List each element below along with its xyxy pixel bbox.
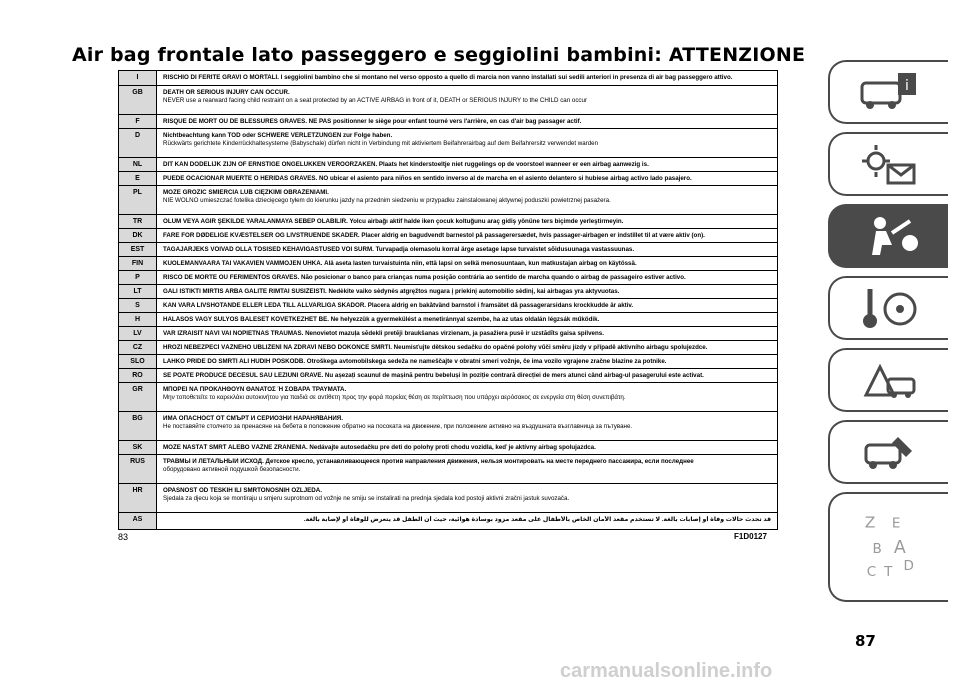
page-title: Air bag frontale lato passeggero e seggiolini bambini: ATTENZIONE [72, 44, 806, 66]
warning-headline: PUEDE OCACIONAR MUERTE O HERIDAS GRAVES. NO ubicar el asiento para niños en sentido inverso al de marcha en el asiento delantero si hubiese airbag activo lado pasajero. [163, 175, 692, 182]
warning-text [163, 415, 771, 431]
country-code: F [135, 118, 140, 125]
warning-detail: Rückwärts gerichtete Kinderrückhaltesysteme (Babyschale) dürfen nicht in Verbindung mit aktiviertem Beifahrerairbag auf dem Beifahrersitz verwendet warden [163, 140, 599, 148]
warning-row [119, 270, 777, 284]
country-code: RUS [130, 458, 145, 465]
warning-headline: RISCHIO DI FERITE GRAVI O MORTALI. I seggiolini bambino che si montano nel verso opposto a quello di marcia non vanno installati sui sedili anteriori in presenza di air bag passeggero attivo. [163, 74, 733, 81]
label-page-ref: 83 [118, 532, 129, 542]
svg-text:E: E [891, 515, 901, 532]
warning-headline: ΜΠΟΡΕΙ ΝΑ ΠΡΟΚΛΗΘΟΥΝ ΘΑΝΑΤΟΣ Ή ΣΟΒΑΡΑ ΤΡΑΥΜΑΤΑ. [163, 386, 347, 393]
svg-text:T: T [884, 564, 893, 581]
warning-label [118, 70, 778, 530]
warning-text [163, 74, 771, 82]
svg-text:B: B [872, 540, 882, 557]
warning-row [119, 128, 777, 157]
svg-text:D: D [903, 558, 914, 575]
warning-headline: Nichtbeachtung kann TOD oder SCHWERE VERLETZUNGEN zur Folge haben. [163, 132, 393, 139]
country-code: EST [130, 246, 145, 253]
warning-row [119, 114, 777, 128]
warning-headline: DEATH OR SERIOUS INJURY CAN OCCUR. [163, 89, 290, 96]
country-code: RO [132, 372, 143, 379]
warning-headline: TAGAJÄRJEKS VÕIVAD OLLA TÕSISED KEHAVIGASTUSED VÕI SURM. Turvapadja olemasolu korral ärge asetage lapse turvaistet sõidusuunaga vastassuunas. [163, 246, 635, 253]
warning-headline: SE POATE PRODUCE DECESUL SAU LEZIUNI GRAVE. Nu așezați scaunul de mașină pentru bebeluși în poziție contrară direcției de mers atunci când airbag-ul pasagerului este activat. [163, 372, 704, 379]
warning-text [163, 218, 771, 226]
country-code: PL [133, 189, 142, 196]
tab-emergency[interactable] [828, 348, 948, 412]
warning-headline: DIT KAN DODELIJK ZIJN OF ERNSTIGE ONGELUKKEN VEROORZAKEN. Plaats het kinderstoeltje niet ruggelings op de voorstoel wanneer er een airbag aanwezig is. [163, 161, 649, 168]
index-icon [859, 507, 919, 587]
warning-text [163, 118, 771, 126]
tab-car-info[interactable] [828, 60, 948, 124]
warning-text [163, 302, 771, 310]
country-code: D [134, 132, 141, 139]
warning-row [119, 228, 777, 242]
warning-row [119, 171, 777, 185]
svg-text:C: C [866, 564, 877, 581]
warning-row [119, 298, 777, 312]
key-wheel-icon [858, 285, 920, 331]
warning-row [119, 354, 777, 368]
tab-warning-lights[interactable] [828, 132, 948, 196]
country-code: HR [132, 487, 143, 494]
warning-headline: HALÁSOS VAGY SÚLYOS BALESET KÖVETKEZHET BE. Ne helyezzük a gyermekülést a menetiránnyal szembe, ha az utas oldalán légzsák működik. [163, 316, 600, 323]
warning-text [163, 132, 771, 148]
country-code: AS [132, 516, 143, 523]
tab-index[interactable] [828, 492, 948, 602]
svg-text:i: i [905, 78, 909, 94]
warning-headline: RISCO DE MORTE OU FERIMENTOS GRAVES. Não posicionar o banco para crianças numa posição contrária ao sentido de marcha quando o airbag de passageiro estiver activo. [163, 274, 686, 281]
warning-row [119, 214, 777, 228]
warning-headline: FARE FOR DØDELIGE KVÆSTELSER OG LIVSTRUENDE SKADER. Placer aldrig en bagudvendt barnestol på passagerersædet, hvis passager-airbagen er indstillet til at være aktiv (on). [163, 232, 705, 239]
country-code: P [135, 274, 140, 281]
warning-text [163, 444, 771, 452]
warning-text [163, 246, 771, 254]
warning-light-icon [858, 141, 920, 187]
airbag-passenger-icon [858, 213, 920, 259]
warning-detail: Μην τοποθετείτε το καρεκλάκι αυτοκινήτου για παιδιά σε αντίθετη προς την φορά πορείας θέση σε περίπτωση που υπάρχει αερόσακος σε ενεργεία στη θέση συνεπιβάτη. [163, 394, 626, 402]
warning-text [163, 358, 771, 366]
country-code: E [135, 175, 140, 182]
tab-safety[interactable] [828, 204, 948, 268]
warning-text [163, 232, 771, 240]
warning-row [119, 382, 777, 411]
tab-starting-driving[interactable] [828, 276, 948, 340]
warning-text [163, 274, 771, 282]
warning-headline: VAR IZRAISĪT NĀVI VAI NOPIETNAS TRAUMAS. Nenovietot mazuļa sēdekli pretēji braukšanas virzienam, ja pasažiera pusē ir uzstādīts gaisa spilvens. [163, 330, 604, 337]
warning-detail: Sjedala za djecu koja se montiraju u smjeru suprotnom od vožnje ne smiju se instalirati na prednja sjedala kod postoji aktivni zračni jastuk suvozača. [163, 495, 570, 503]
warning-detail: оборудовано активной подушкой безопасности. [163, 466, 301, 474]
hazard-car-icon [858, 357, 920, 403]
warning-headline: LAHKO PRIDE DO SMRTI ALI HUDIH POŠKODB. Otroškega avtomobilskega sedeža ne nameščajte v obratni smeri vožnje, če ima vozilo vgrajene zračne blazine za potnike. [163, 358, 667, 365]
country-code: SK [132, 444, 143, 451]
warning-text [163, 458, 771, 474]
watermark: carmanualsonline.info [560, 660, 773, 682]
warning-row [119, 85, 777, 114]
warning-headline: ÖLÜM VEYA AĞIR ŞEKİLDE YARALANMAYA SEBEP OLABİLİR. Yolcu airbağı aktif halde iken çocuk koltuğunu araç gidiş yönüne ters biçimde yerleştirmeyin. [163, 218, 624, 225]
warning-detail: NIE WOLNO umieszczać fotelika dziecięcego tyłem do kierunku jazdy na przednim siedzeniu w przypadku zainstalowanej aktywnej poduszki powietrznej pasażera. [163, 197, 611, 205]
warning-row [119, 440, 777, 454]
warning-row [119, 454, 777, 483]
svg-text:A: A [893, 537, 906, 558]
warning-headline: MÔŽE NASTAŤ SMRŤ ALEBO VÁŽNE ZRANENIA. Nedávajte autosedačku pre deti do polohy proti chodu vozidla, keď je aktívny airbag spolujazdca. [163, 444, 596, 451]
warning-detail: Не поставяйте столчето за пренасяне на бебета в положение обратно на посоката на движение, при положение активно на въздушната възглавница за пътуване. [163, 423, 633, 431]
service-car-icon [858, 429, 920, 475]
country-code: H [134, 316, 141, 323]
country-code: I [136, 74, 139, 81]
tab-servicing[interactable] [828, 420, 948, 484]
warning-headline: قد تحدث حالات وفاة أو إصابات بالغة. لا تستخدم مقعد الأمان الخاص بالأطفال على مقعد مزود بوسادة هوائية، حيث أن الطفل قد يتعرض للوفاة أو لإصابة بالغة. [303, 516, 771, 523]
warning-text [163, 316, 771, 324]
warning-headline: KUOLEMANVAARA TAI VAKAVIEN VAMMOJEN UHKA. Älä aseta lasten turvaistuinta niin, että lapsi on selkä menosuuntaan, kun matkustajan airbag on käytössä. [163, 260, 637, 267]
warning-row [119, 242, 777, 256]
figure-code: F1D0127 [734, 532, 767, 541]
warning-row [119, 368, 777, 382]
warning-row [119, 284, 777, 298]
warning-text [163, 288, 771, 296]
warning-headline: KAN VARA LIVSHOTANDE ELLER LEDA TILL ALLVARLIGA SKADOR. Placera aldrig en bakåtvänd barnstol i framsätet då passagerarsidans krockkudde är aktiv. [163, 302, 634, 309]
warning-row [119, 157, 777, 171]
warning-row [119, 340, 777, 354]
warning-headline: RISQUE DE MORT OU DE BLESSURES GRAVES. NE PAS positionner le siège pour enfant tourné vers l'arrière, en cas d'air bag passager actif. [163, 118, 582, 125]
country-code: FIN [131, 260, 144, 267]
warning-row [119, 483, 777, 512]
warning-row [119, 411, 777, 440]
country-code: SLO [130, 358, 145, 365]
warning-row [119, 256, 777, 270]
warning-text [163, 487, 771, 503]
warning-text [163, 260, 771, 268]
chapter-sidebar [828, 60, 960, 620]
warning-headline: GALI IŠTIKTI MIRTIS ARBA GALITE RIMTAI SUSIŽEISTI. Nedėkite vaiko sėdynės atgręžtos nugara į priekinį automobilio sėdinį, kai airbagas yra aktyvuotas. [163, 288, 620, 295]
warning-row [119, 312, 777, 326]
country-code: BG [132, 415, 143, 422]
warning-headline: HROZÍ NEBEZPEČÍ VÁŽNÉHO ÚBLIŽENÍ NA ZDRAVÍ NEBO DOKONCE SMRTI. Neumisťujte dětskou sedačku do opačné polohy vůči směru jízdy v případě aktivního airbagu spolujezdce. [163, 344, 708, 351]
warning-headline: MOŻE GROZIĆ ŚMIERCIA LUB CIĘŻKIMI OBRAŻENIAMI. [163, 189, 329, 196]
car-info-icon [858, 69, 920, 115]
warning-detail: NEVER use a rearward facing child restraint on a seat protected by an ACTIVE AIRBAG in front of it, DEATH or SERIOUS INJURY to the CHILD can occur [163, 97, 588, 105]
country-code: GR [132, 386, 143, 393]
country-code: TR [132, 218, 143, 225]
warning-text [163, 516, 771, 524]
warning-text [163, 330, 771, 338]
svg-text:Z: Z [864, 513, 876, 532]
warning-headline: OPASNOST OD TEŠKIH ILI SMRTONOSNIH OZLJEDA. [163, 487, 322, 494]
country-code: LT [133, 288, 142, 295]
warning-text [163, 344, 771, 352]
warning-row [119, 326, 777, 340]
warning-text [163, 386, 771, 402]
warning-row [119, 71, 777, 85]
country-code: LV [133, 330, 142, 337]
warning-text [163, 175, 771, 183]
country-code: GB [132, 89, 143, 96]
country-code: DK [132, 232, 143, 239]
warning-text [163, 372, 771, 380]
country-code: S [135, 302, 140, 309]
warning-text [163, 161, 771, 169]
warning-row [119, 512, 777, 526]
warning-text [163, 189, 771, 205]
warning-row [119, 185, 777, 214]
page-number: 87 [855, 632, 876, 650]
country-code: CZ [132, 344, 143, 351]
warning-headline: ИМА ОПАСНОСТ ОТ СМЪРТ И СЕРИОЗНИ НАРАНЯВАНИЯ. [163, 415, 343, 422]
warning-text [163, 89, 771, 105]
warning-headline: ТРАВМЫ И ЛЕТАЛЬНЫЙ ИСХОД. Детское кресло, устанавливающееся против направления движения, нельзя монтировать на месте переднего пассажира, если последнее [163, 458, 694, 465]
country-code: NL [132, 161, 143, 168]
